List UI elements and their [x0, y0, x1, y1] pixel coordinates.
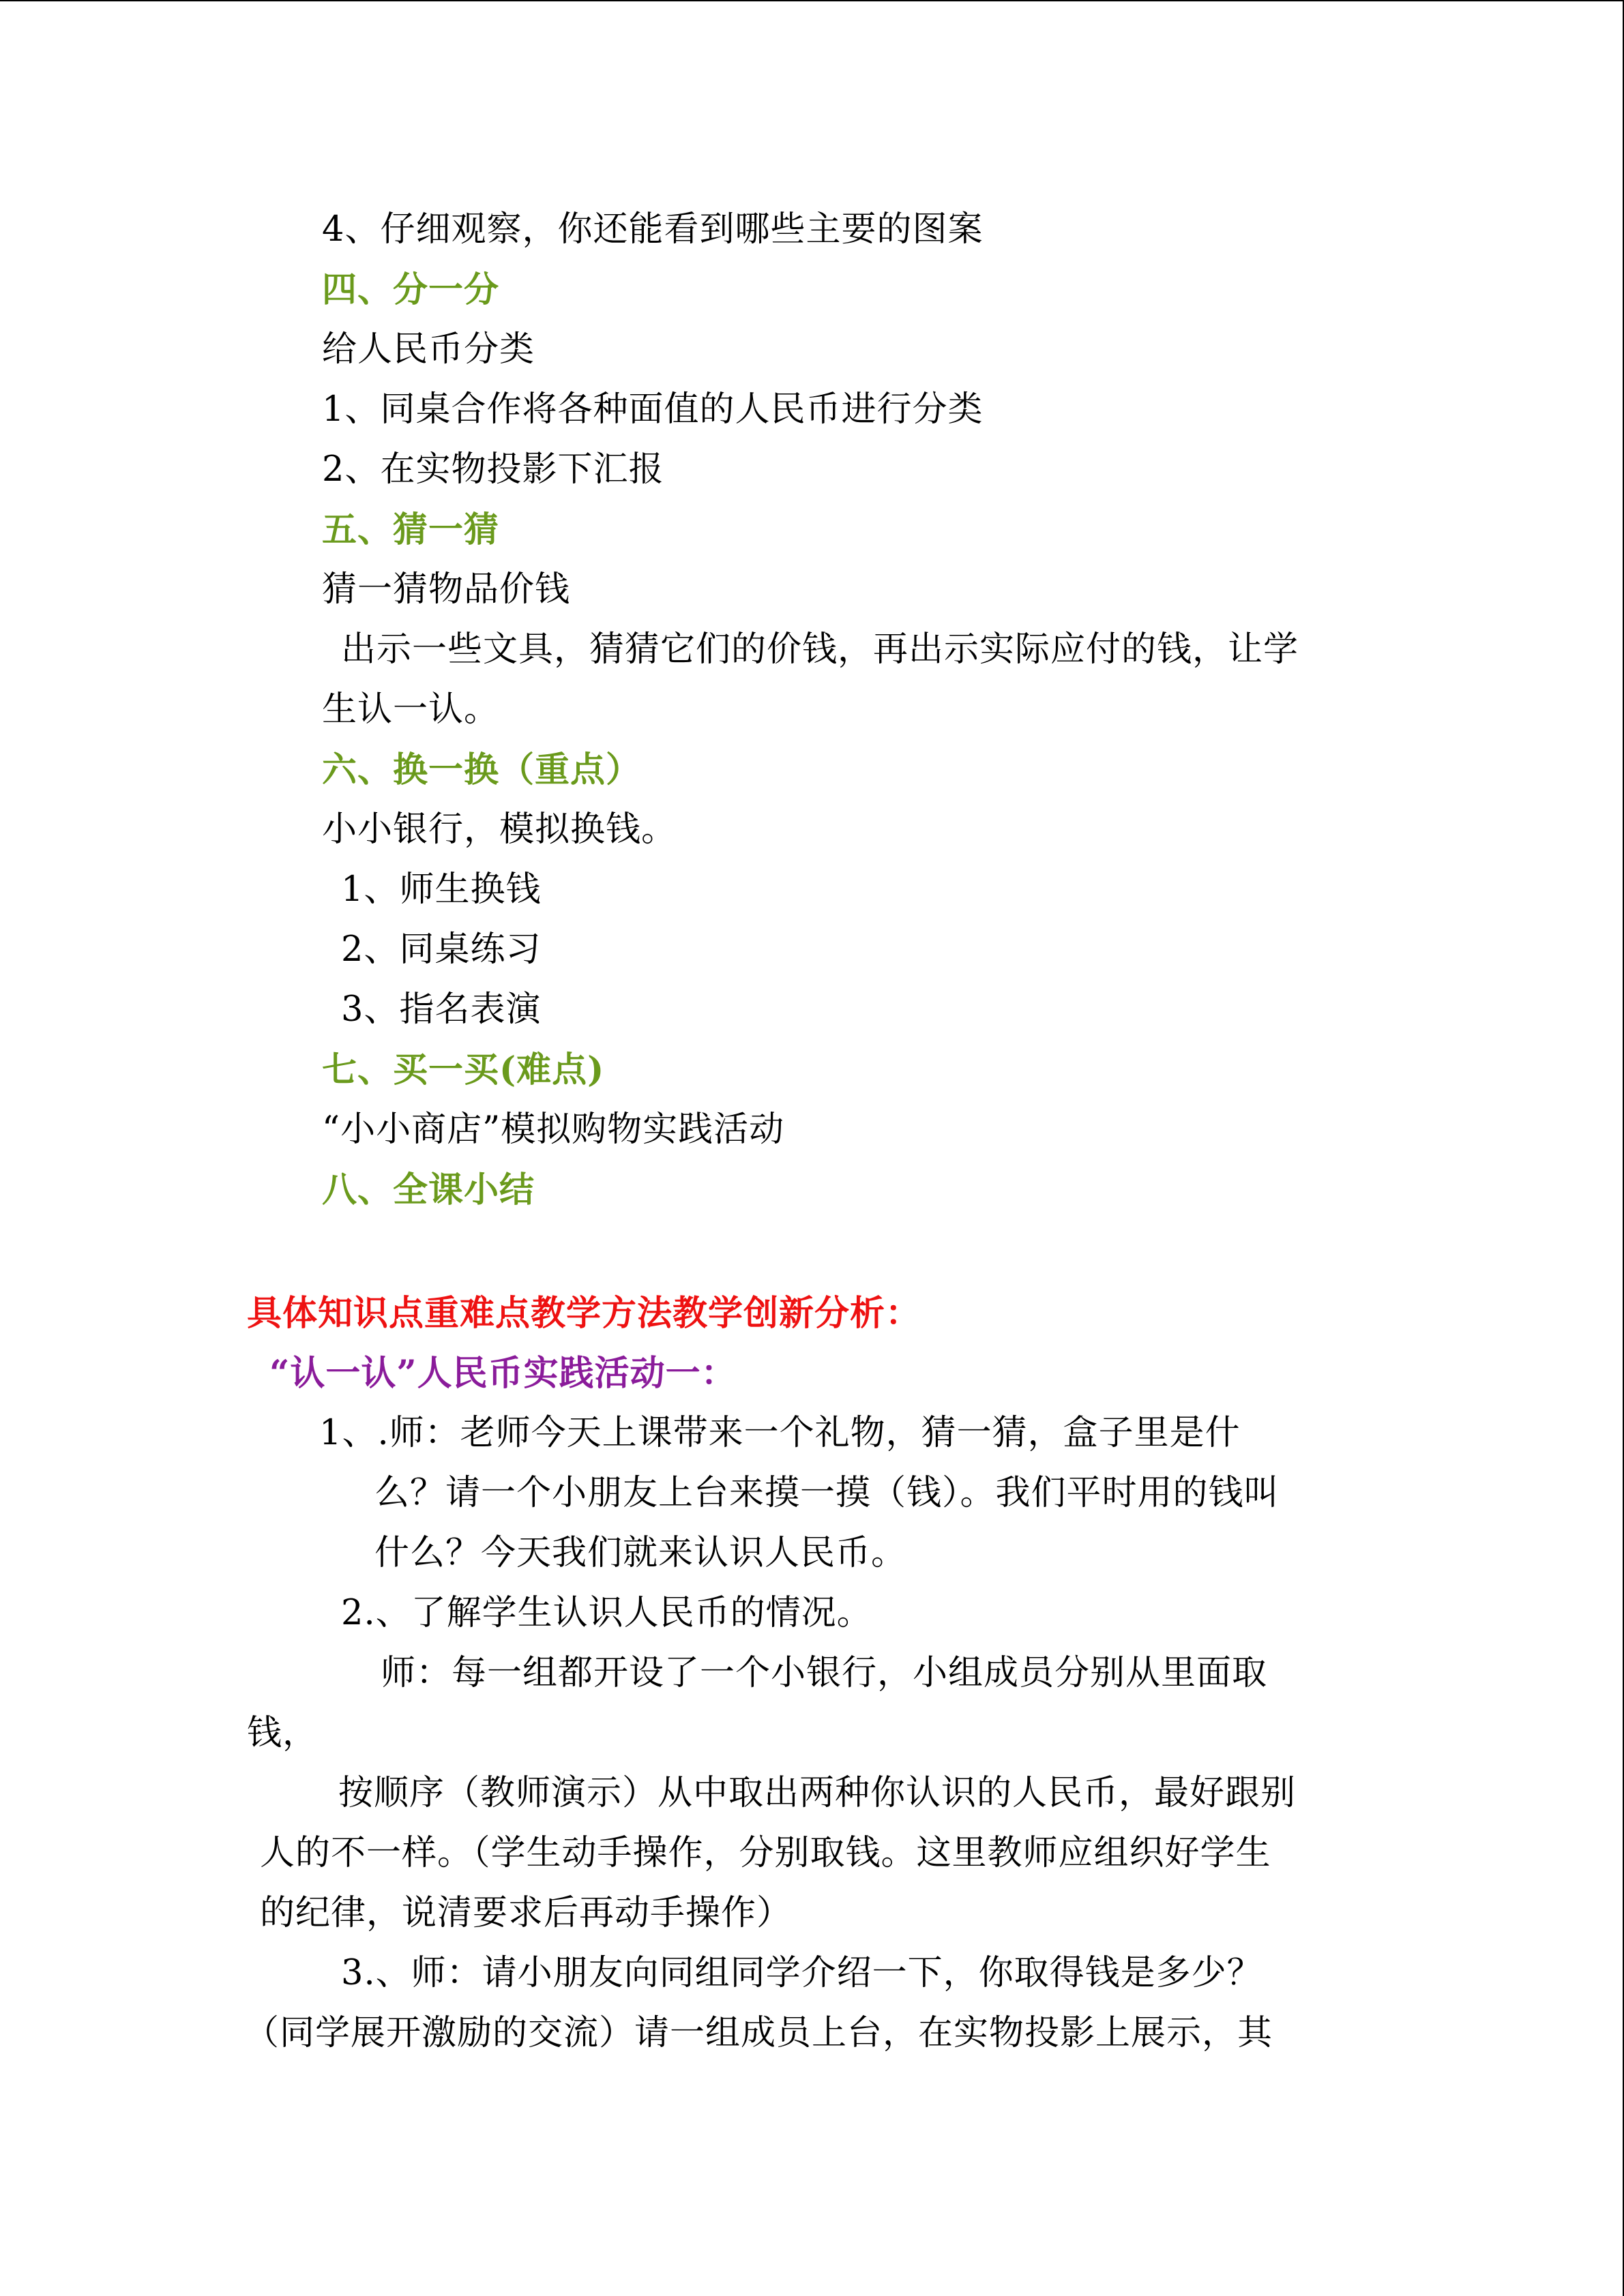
section-heading: 八、全课小结 [322, 1169, 535, 1210]
section-heading: 四、分一分 [322, 269, 500, 310]
section-heading: 六、换一换（重点） [322, 749, 642, 790]
text-line: 什么？今天我们就来认识人民币。 [374, 1533, 907, 1573]
text-line: 师：每一组都开设了一个小银行，小组成员分别从里面取 [381, 1653, 1268, 1693]
text-line: 么？请一个小朋友上台来摸一摸（钱）。我们平时用的钱叫 [374, 1473, 1280, 1513]
text-line: 给人民币分类 [322, 329, 535, 370]
text-line: 2、同桌练习 [341, 929, 542, 970]
activity-heading: “认一认”人民币实践活动一： [269, 1353, 737, 1394]
text-line: 生认一认。 [322, 689, 500, 730]
text-line: 2.、了解学生认识人民币的情况。 [341, 1593, 872, 1633]
text-line: 人的不一样。（学生动手操作，分别取钱。这里教师应组织好学生 [260, 1833, 1271, 1873]
section-heading: 七、买一买(难点) [322, 1049, 605, 1090]
text-line: 2、在实物投影下汇报 [322, 449, 664, 490]
text-line: 4、仔细观察，你还能看到哪些主要的图案 [322, 209, 984, 250]
text-line: “小小商店”模拟购物实践活动 [322, 1109, 785, 1150]
text-line: 小小银行，模拟换钱。 [322, 809, 677, 850]
analysis-heading: 具体知识点重难点教学方法教学创新分析： [247, 1293, 921, 1334]
text-line: 按顺序（教师演示）从中取出两种你认识的人民币，最好跟别 [338, 1773, 1297, 1813]
text-line: 1、师生换钱 [341, 869, 542, 910]
text-line: 钱， [247, 1713, 319, 1753]
text-line: 出示一些文具，猜猜它们的价钱，再出示实际应付的钱，让学 [341, 629, 1299, 670]
text-line: 1、同桌合作将各种面值的人民币进行分类 [322, 389, 984, 430]
text-line: 的纪律，说清要求后再动手操作） [260, 1893, 793, 1933]
text-line: 3、指名表演 [341, 989, 542, 1030]
text-line: （同学展开激励的交流）请一组成员上台，在实物投影上展示，其 [244, 2013, 1273, 2053]
section-heading: 五、猜一猜 [322, 509, 500, 550]
text-line: 猜一猜物品价钱 [322, 569, 571, 610]
text-line: 1、.师：老师今天上课带来一个礼物，猜一猜，盒子里是什 [319, 1413, 1241, 1453]
text-line: 3.、师：请小朋友向同组同学介绍一下，你取得钱是多少？ [341, 1953, 1263, 1993]
